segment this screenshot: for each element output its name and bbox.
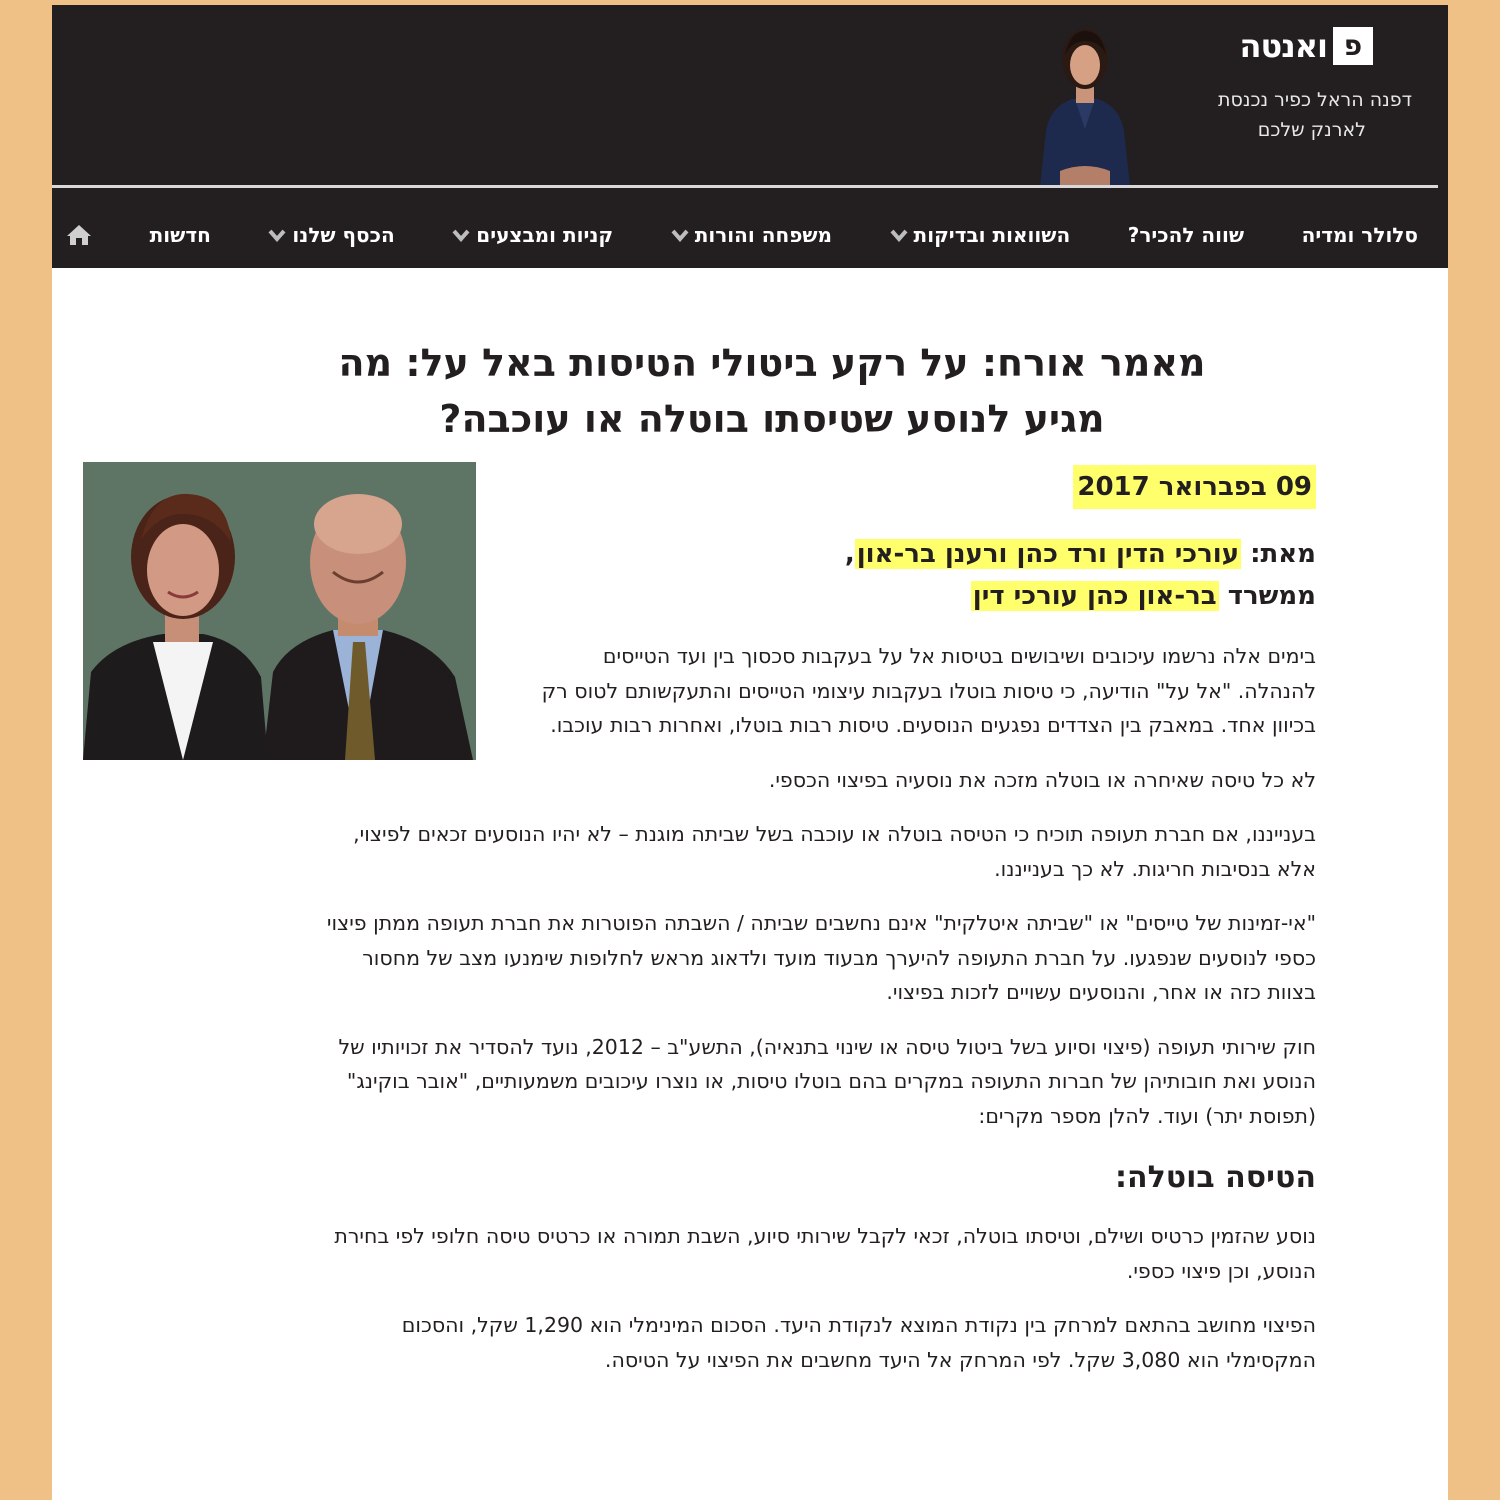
article-subheading: הטיסה בוטלה:	[1115, 1160, 1316, 1195]
article-paragraph: לא כל טיסה שאיחרה או בוטלה מזכה את נוסעיה בפיצוי הכספי.	[768, 767, 1316, 792]
tagline-line-1: דפנה הראל כפיר נכנסת	[1218, 89, 1412, 111]
site-header	[52, 5, 1448, 268]
tagline-line-2: לארנק שלכם	[1257, 119, 1366, 141]
nav-item-our-money[interactable]	[268, 223, 394, 247]
main-nav	[66, 210, 1418, 260]
byline-comma: ,	[844, 539, 855, 569]
article-paragraph: בימים אלה נרשמו עיכובים ושיבושים בטיסות אל על בעקבות סכסוך בין ועד הטייסים להנהלה. "אל על" הודיעה, כי טיסות בוטלו בעקבות עיצומי הטייסים והתעקשותם לטוס רק בכיוון אחד. במאבק בין הצדדים נפגעים הנוסעים. טיסות רבות בוטלו, ואחרות רבות עוכבו.	[541, 644, 1316, 737]
byline-authors: עורכי הדין ורד כהן ורענן בר-און	[856, 539, 1240, 569]
article-title	[272, 335, 1272, 447]
article-paragraph: בענייננו, אם חברת תעופה תוכיח כי הטיסה בוטלה או עוכבה בשל שביתה מוגנת – לא יהיו הנוסעים זכאים לפיצוי, אלא בנסיבות חריגות. לא כך בענייננו.	[353, 822, 1316, 881]
nav-item-family[interactable]	[671, 223, 832, 247]
nav-item-label: קניות ומבצעים	[476, 223, 614, 247]
article-title-line-1: מאמר אורח: על רקע ביטולי הטיסות באל על: מה	[338, 341, 1206, 385]
nav-item-label: חדשות	[149, 223, 211, 247]
article-date: 09 בפברואר 2017	[1073, 465, 1316, 509]
nav-item-shopping[interactable]	[452, 223, 613, 247]
nav-home-link[interactable]	[66, 223, 92, 247]
nav-item-label: סלולר ומדיה	[1301, 223, 1418, 247]
logo-text: ואנטה	[1239, 27, 1327, 65]
chevron-down-icon	[268, 228, 286, 242]
site-tagline	[1152, 85, 1412, 145]
nav-item-label: השוואות ובדיקות	[913, 223, 1071, 247]
chevron-down-icon	[890, 228, 908, 242]
byline-firm-line	[316, 575, 1316, 617]
article-byline	[316, 533, 1316, 617]
home-icon	[66, 223, 92, 247]
article-paragraph: חוק שירותי תעופה (פיצוי וסיוע בשל ביטול טיסה או שינוי בתנאיה), התשע"ב – 2012, נועד להסדיר את זכויותיו של הנוסע ואת חובותיהן של חברות התעופה במקרים בהם בוטלו טיסות, או נוצרו עיכובים משמעותיים, "אובר בוקינג" (תפוסת יתר) ועוד. להלן מספר מקרים:	[338, 1034, 1316, 1128]
byline-authors-line	[316, 533, 1316, 575]
article-body	[316, 465, 1316, 1397]
nav-item-cellular-media[interactable]	[1302, 223, 1418, 247]
firm-prefix: ממשרד	[1218, 581, 1316, 611]
header-divider	[52, 185, 1438, 188]
article-paragraph: הפיצוי מחושב בהתאם למרחק בין נקודת המוצא לנקודת היעד. הסכום המינימלי הוא 1,290 שקל, והסכום המקסימלי הוא 3,080 שקל. לפי המרחק אל היעד מחשבים את הפיצוי על הטיסה.	[401, 1313, 1316, 1372]
nav-item-label: הכסף שלנו	[292, 223, 395, 247]
nav-item-news[interactable]	[150, 223, 211, 247]
host-photo	[1020, 11, 1150, 187]
chevron-down-icon	[671, 228, 689, 242]
logo-mark: פ	[1333, 27, 1373, 65]
nav-item-worth-knowing[interactable]	[1128, 223, 1244, 247]
firm-name: בר-און כהן עורכי דין	[972, 581, 1217, 611]
byline-prefix: מאת:	[1241, 539, 1316, 569]
nav-item-comparisons[interactable]	[890, 223, 1071, 247]
nav-item-label: שווה להכיר?	[1127, 223, 1245, 247]
article-paragraph: "אי-זמינות של טייסים" או "שביתה איטלקית" אינם נחשבים שביתה / השבתה הפוטרות את חברת תעופה ממתן פיצוי כספי לנוסעים שנפגעו. על חברת התעופה להיערך מבעוד מועד ולדאוג מראש לחלופות שימנעו מצב של מחסור בצוות כזה או אחר, והנוסעים עשויים לזכות בפיצוי.	[326, 911, 1316, 1004]
site-logo[interactable]	[1240, 27, 1374, 65]
nav-item-label: משפחה והורות	[694, 223, 832, 247]
chevron-down-icon	[452, 228, 470, 242]
article-paragraph: נוסע שהזמין כרטיס ושילם, וטיסתו בוטלה, זכאי לקבל שירותי סיוע, השבת תמורה או כרטיס טיסה חלופי לפי בחירת הנוסע, וכן פיצוי כספי.	[334, 1224, 1316, 1283]
article-title-line-2: מגיע לנוסע שטיסתו בוטלה או עוכבה?	[439, 397, 1105, 441]
